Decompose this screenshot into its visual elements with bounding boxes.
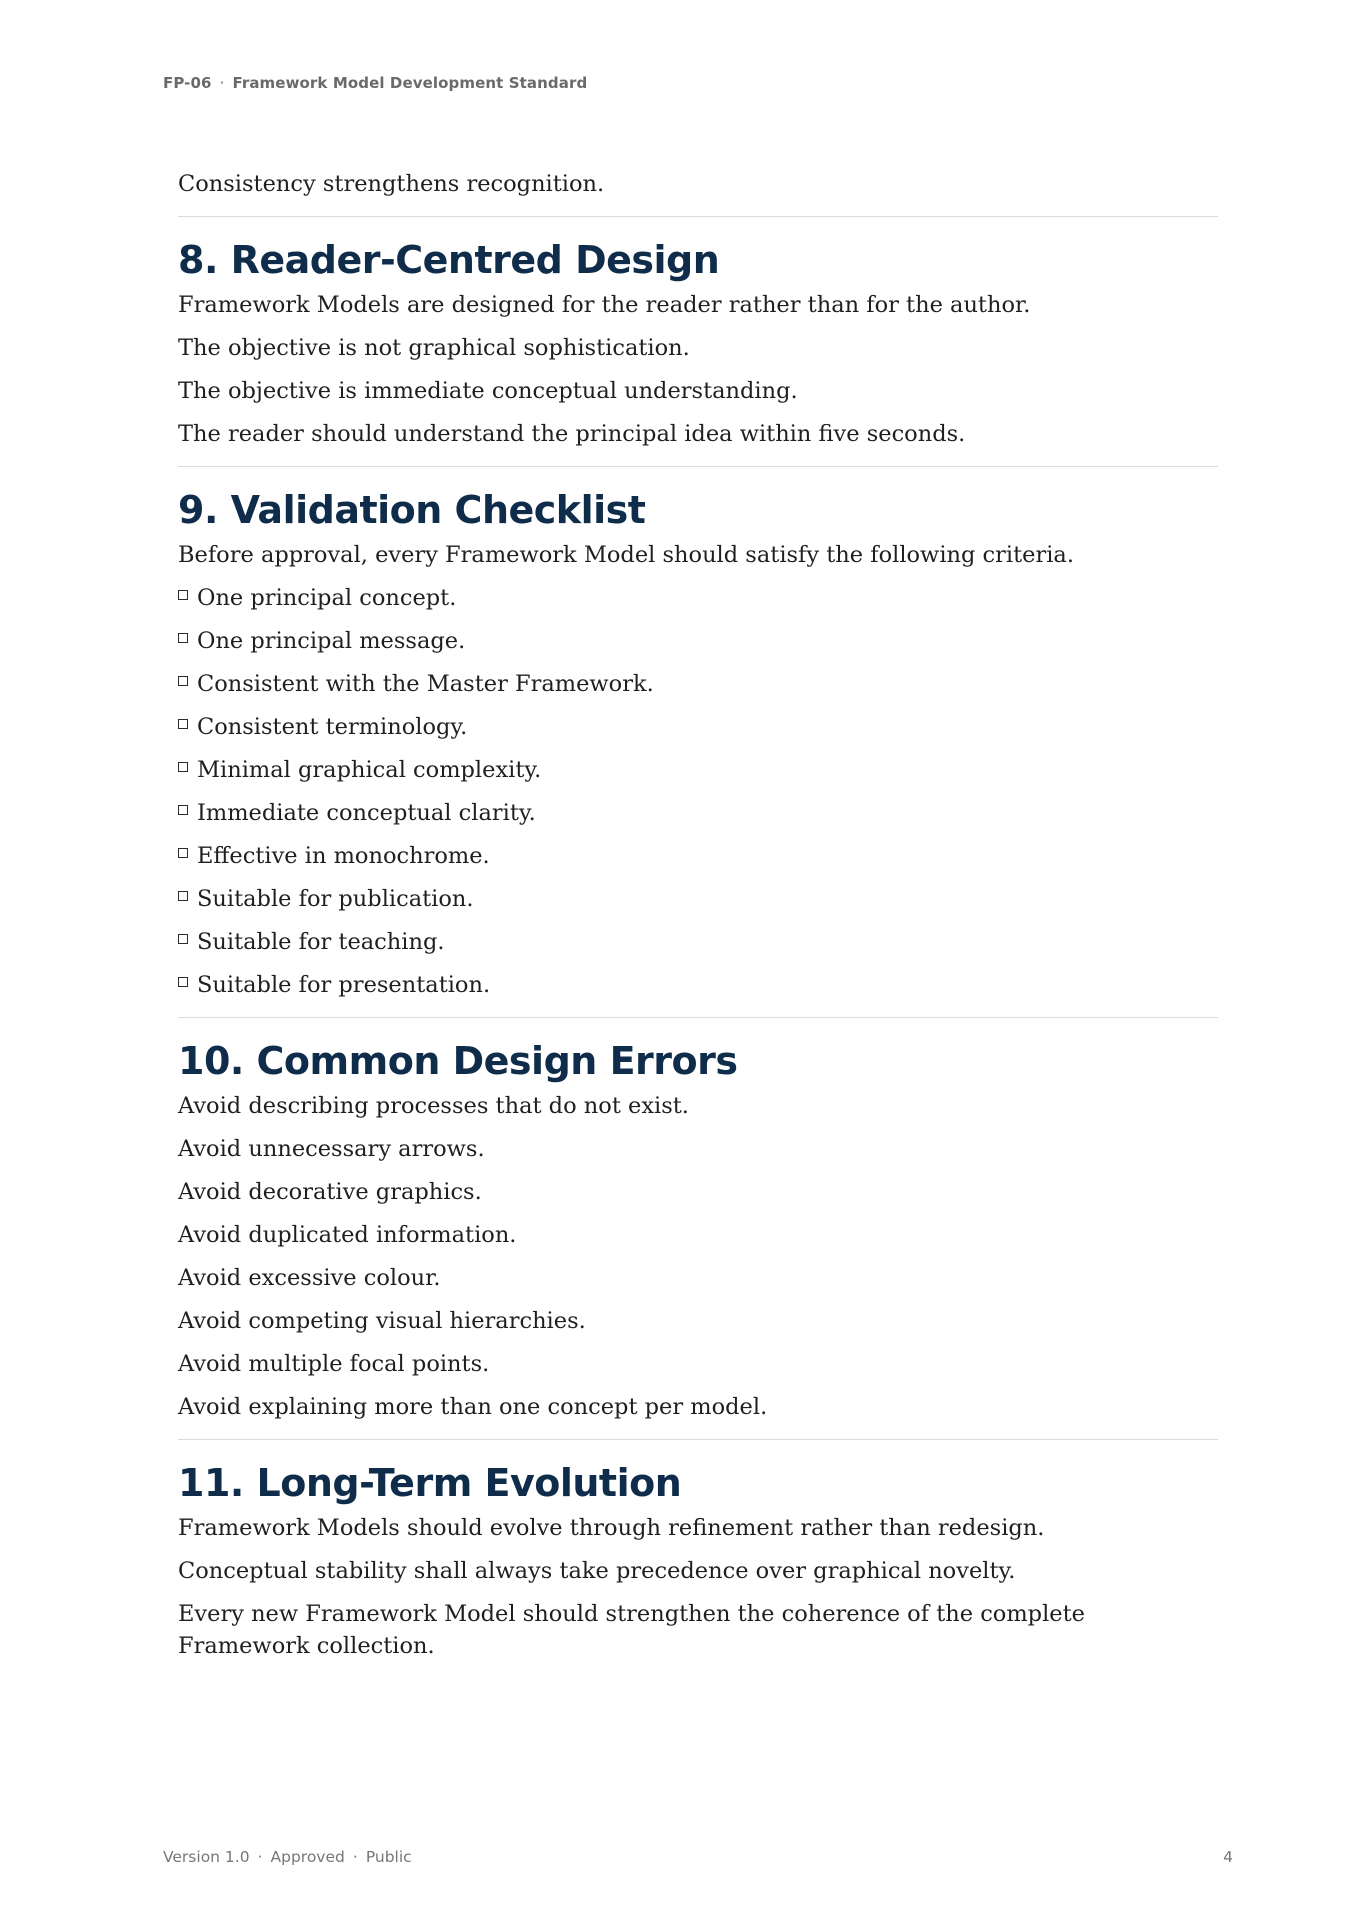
checkbox-icon	[178, 719, 188, 729]
checkbox-icon	[178, 676, 188, 686]
page-content	[178, 168, 1218, 1673]
checklist-item-label: Suitable for presentation.	[197, 972, 491, 998]
checklist-item	[178, 883, 1218, 915]
footer-version: Version 1.0	[163, 1848, 250, 1866]
checklist-item	[178, 797, 1218, 829]
checkbox-icon	[178, 891, 188, 901]
document-code: FP-06	[163, 74, 212, 92]
paragraph: Avoid competing visual hierarchies.	[178, 1308, 586, 1334]
checklist-item-label: One principal message.	[197, 628, 466, 654]
section-title: 11. Long-Term Evolution	[178, 1461, 682, 1505]
checklist-item-label: Effective in monochrome.	[197, 843, 490, 869]
checkbox-icon	[178, 762, 188, 772]
checklist-item-label: Consistent terminology.	[197, 714, 468, 740]
section-reader-centred-design	[178, 235, 1218, 450]
page-number: 4	[1223, 1848, 1233, 1866]
paragraph: Avoid excessive colour.	[178, 1265, 441, 1291]
section-divider	[178, 466, 1218, 467]
section-common-design-errors	[178, 1036, 1218, 1423]
checklist-item-label: Suitable for publication.	[197, 886, 474, 912]
checklist-item	[178, 711, 1218, 743]
page-header	[163, 74, 587, 92]
section-divider	[178, 1439, 1218, 1440]
paragraph: Avoid explaining more than one concept per model.	[178, 1394, 768, 1420]
paragraph: Avoid describing processes that do not exist.	[178, 1093, 689, 1119]
paragraph: Framework Models should evolve through refinement rather than redesign.	[178, 1515, 1045, 1541]
checklist-item-label: Consistent with the Master Framework.	[197, 671, 654, 697]
header-separator: ·	[219, 74, 225, 92]
checkbox-icon	[178, 934, 188, 944]
paragraph: Before approval, every Framework Model should satisfy the following criteria.	[178, 542, 1074, 568]
footer-meta	[163, 1848, 412, 1866]
intro-line: Consistency strengthens recognition.	[178, 171, 605, 197]
paragraph: The objective is immediate conceptual understanding.	[178, 378, 798, 404]
page-footer	[163, 1848, 1233, 1866]
section-title: 8. Reader-Centred Design	[178, 238, 720, 282]
footer-classification: Public	[365, 1848, 412, 1866]
checklist-item	[178, 582, 1218, 614]
paragraph: Avoid decorative graphics.	[178, 1179, 482, 1205]
paragraph: The objective is not graphical sophistication.	[178, 335, 690, 361]
paragraph: Avoid unnecessary arrows.	[178, 1136, 485, 1162]
paragraph: Avoid multiple focal points.	[178, 1351, 490, 1377]
checkbox-icon	[178, 590, 188, 600]
paragraph: The reader should understand the principal idea within five seconds.	[178, 421, 966, 447]
paragraph: Avoid duplicated information.	[178, 1222, 517, 1248]
paragraph: Every new Framework Model should strengthen the coherence of the complete Framework collection.	[178, 1601, 1085, 1659]
checklist-item	[178, 625, 1218, 657]
section-long-term-evolution	[178, 1458, 1218, 1662]
section-divider	[178, 1017, 1218, 1018]
checklist-item-label: Suitable for teaching.	[197, 929, 445, 955]
checkbox-icon	[178, 848, 188, 858]
section-validation-checklist	[178, 485, 1218, 1001]
footer-separator: ·	[352, 1848, 358, 1866]
section-title: 9. Validation Checklist	[178, 488, 646, 532]
checklist-item-label: One principal concept.	[197, 585, 457, 611]
checkbox-icon	[178, 977, 188, 987]
paragraph: Framework Models are designed for the reader rather than for the author.	[178, 292, 1031, 318]
paragraph: Conceptual stability shall always take precedence over graphical novelty.	[178, 1558, 1016, 1584]
section-divider	[178, 216, 1218, 217]
checkbox-icon	[178, 633, 188, 643]
checklist-item	[178, 969, 1218, 1001]
footer-status: Approved	[270, 1848, 345, 1866]
checklist-item-label: Minimal graphical complexity.	[197, 757, 542, 783]
checklist-item	[178, 668, 1218, 700]
checklist-item	[178, 840, 1218, 872]
checklist-item	[178, 754, 1218, 786]
checklist-item-label: Immediate conceptual clarity.	[197, 800, 536, 826]
footer-separator: ·	[257, 1848, 263, 1866]
section-title: 10. Common Design Errors	[178, 1039, 738, 1083]
checkbox-icon	[178, 805, 188, 815]
checklist-item	[178, 926, 1218, 958]
document-title: Framework Model Development Standard	[232, 74, 588, 92]
